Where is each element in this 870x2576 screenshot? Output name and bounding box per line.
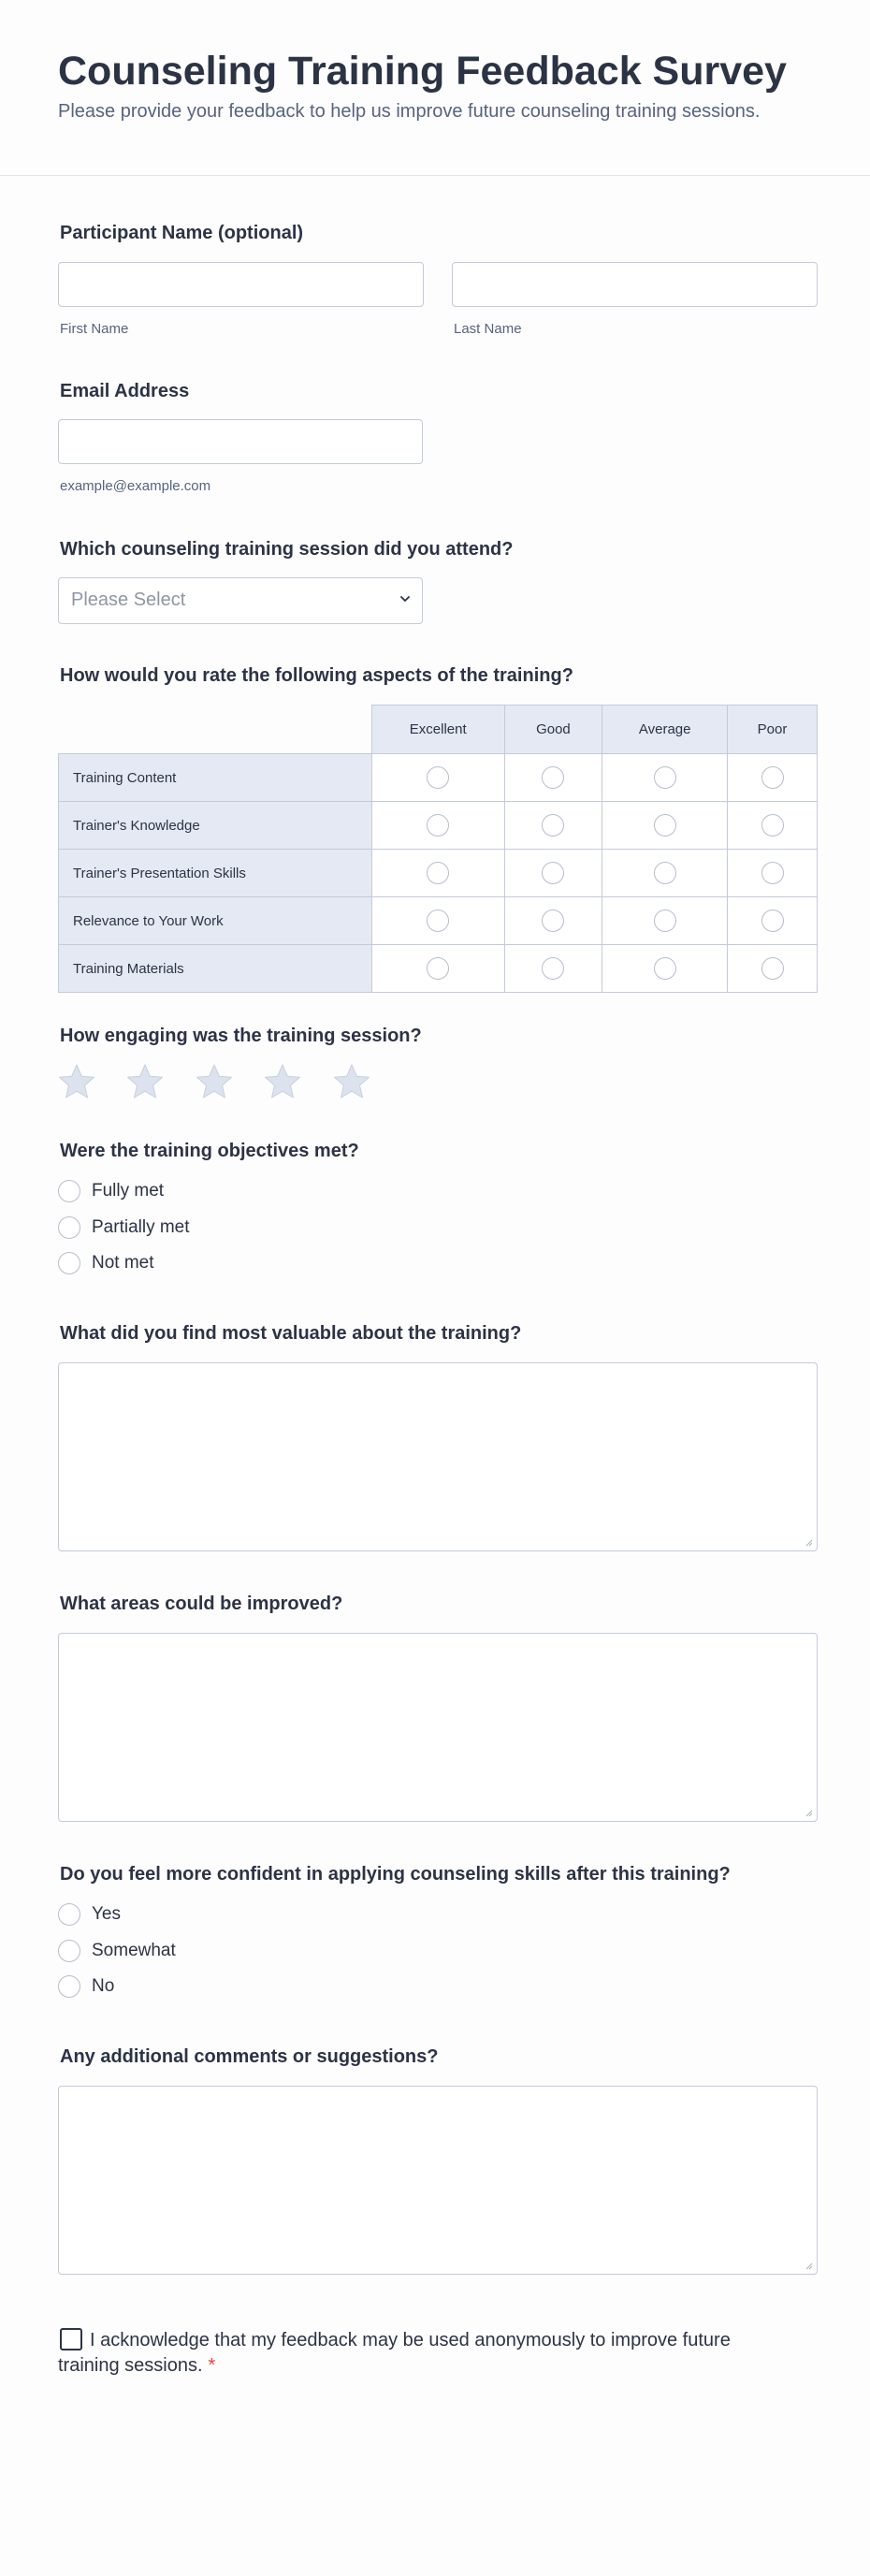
email-label: Email Address <box>60 381 190 401</box>
star-icon[interactable] <box>126 1063 164 1100</box>
acknowledge-text: I acknowledge that my feedback may be used anonymously to improve future training sessions. <box>58 2330 731 2376</box>
last-name-input[interactable] <box>452 262 818 307</box>
matrix-col-poor: Poor <box>728 706 818 754</box>
matrix-radio[interactable] <box>654 814 676 837</box>
confidence-option[interactable] <box>58 1903 121 1926</box>
valuable-textarea[interactable] <box>58 1362 818 1551</box>
objectives-option[interactable] <box>58 1216 190 1239</box>
matrix-row-label: Relevance to Your Work <box>59 897 372 945</box>
matrix-radio[interactable] <box>761 814 784 837</box>
email-input[interactable] <box>58 419 423 464</box>
matrix-row-label: Trainer's Knowledge <box>59 802 372 850</box>
radio-button[interactable] <box>58 1940 80 1962</box>
improve-label: What areas could be improved? <box>60 1594 343 1614</box>
chevron-down-icon <box>399 593 411 604</box>
first-name-sublabel: First Name <box>60 321 129 337</box>
acknowledge-checkbox[interactable] <box>60 2328 82 2350</box>
confidence-label: Do you feel more confident in applying counseling skills after this training? <box>60 1864 731 1885</box>
matrix-radio[interactable] <box>542 862 564 884</box>
resize-grip-icon[interactable] <box>805 1538 813 1547</box>
radio-button[interactable] <box>58 1975 80 1998</box>
session-select[interactable] <box>58 577 423 624</box>
engagement-label: How engaging was the training session? <box>60 1026 422 1046</box>
matrix-row <box>59 897 818 945</box>
resize-grip-icon[interactable] <box>805 2262 813 2270</box>
matrix-radio[interactable] <box>654 862 676 884</box>
email-sublabel: example@example.com <box>60 478 211 494</box>
matrix-radio[interactable] <box>427 862 449 884</box>
star-rating <box>58 1063 398 1105</box>
confidence-option-label: Somewhat <box>92 1941 176 1960</box>
matrix-radio[interactable] <box>427 910 449 932</box>
confidence-option[interactable] <box>58 1940 176 1962</box>
matrix-radio[interactable] <box>654 957 676 980</box>
matrix-col-good: Good <box>504 706 602 754</box>
matrix-radio[interactable] <box>427 814 449 837</box>
matrix-row <box>59 802 818 850</box>
matrix-radio[interactable] <box>761 766 784 789</box>
objectives-option-label: Fully met <box>92 1181 165 1201</box>
matrix-radio[interactable] <box>542 957 564 980</box>
radio-button[interactable] <box>58 1903 80 1926</box>
objectives-option-label: Not met <box>92 1253 154 1273</box>
matrix-radio[interactable] <box>542 910 564 932</box>
first-name-input[interactable] <box>58 262 424 307</box>
star-icon[interactable] <box>264 1063 301 1100</box>
matrix-row-label: Trainer's Presentation Skills <box>59 850 372 897</box>
form-header <box>0 0 870 176</box>
rating-matrix <box>58 705 818 993</box>
objectives-option[interactable] <box>58 1252 154 1274</box>
radio-button[interactable] <box>58 1216 80 1239</box>
last-name-sublabel: Last Name <box>454 321 522 337</box>
required-asterisk: * <box>208 2355 216 2376</box>
resize-grip-icon[interactable] <box>805 1809 813 1817</box>
radio-button[interactable] <box>58 1252 80 1274</box>
matrix-row-label: Training Content <box>59 754 372 802</box>
session-label: Which counseling training session did you attend? <box>60 539 514 560</box>
matrix-row <box>59 754 818 802</box>
matrix-radio[interactable] <box>761 862 784 884</box>
page-subtitle: Please provide your feedback to help us improve future counseling training sessions. <box>58 101 761 122</box>
confidence-option-label: Yes <box>92 1904 121 1924</box>
comments-textarea[interactable] <box>58 2086 818 2275</box>
star-icon[interactable] <box>58 1063 95 1100</box>
session-select-value: Please Select <box>71 589 186 610</box>
star-icon[interactable] <box>196 1063 233 1100</box>
matrix-radio[interactable] <box>427 766 449 789</box>
matrix-radio[interactable] <box>654 766 676 789</box>
acknowledge-field <box>58 2328 732 2379</box>
objectives-option[interactable] <box>58 1180 164 1202</box>
matrix-row <box>59 850 818 897</box>
confidence-option-label: No <box>92 1976 115 1996</box>
radio-button[interactable] <box>58 1180 80 1202</box>
matrix-radio[interactable] <box>542 766 564 789</box>
valuable-label: What did you find most valuable about the training? <box>60 1323 522 1344</box>
matrix-row <box>59 945 818 993</box>
comments-label: Any additional comments or suggestions? <box>60 2046 439 2067</box>
improve-textarea[interactable] <box>58 1633 818 1822</box>
matrix-label: How would you rate the following aspects of the training? <box>60 665 573 686</box>
objectives-option-label: Partially met <box>92 1217 190 1237</box>
objectives-label: Were the training objectives met? <box>60 1141 359 1161</box>
star-icon[interactable] <box>333 1063 370 1100</box>
matrix-radio[interactable] <box>654 910 676 932</box>
matrix-radio[interactable] <box>427 957 449 980</box>
matrix-radio[interactable] <box>761 910 784 932</box>
page-title: Counseling Training Feedback Survey <box>58 49 787 94</box>
confidence-option[interactable] <box>58 1975 114 1998</box>
matrix-radio[interactable] <box>761 957 784 980</box>
matrix-col-average: Average <box>602 706 728 754</box>
matrix-row-label: Training Materials <box>59 945 372 993</box>
matrix-radio[interactable] <box>542 814 564 837</box>
matrix-col-excellent: Excellent <box>371 706 504 754</box>
name-label: Participant Name (optional) <box>60 223 304 243</box>
